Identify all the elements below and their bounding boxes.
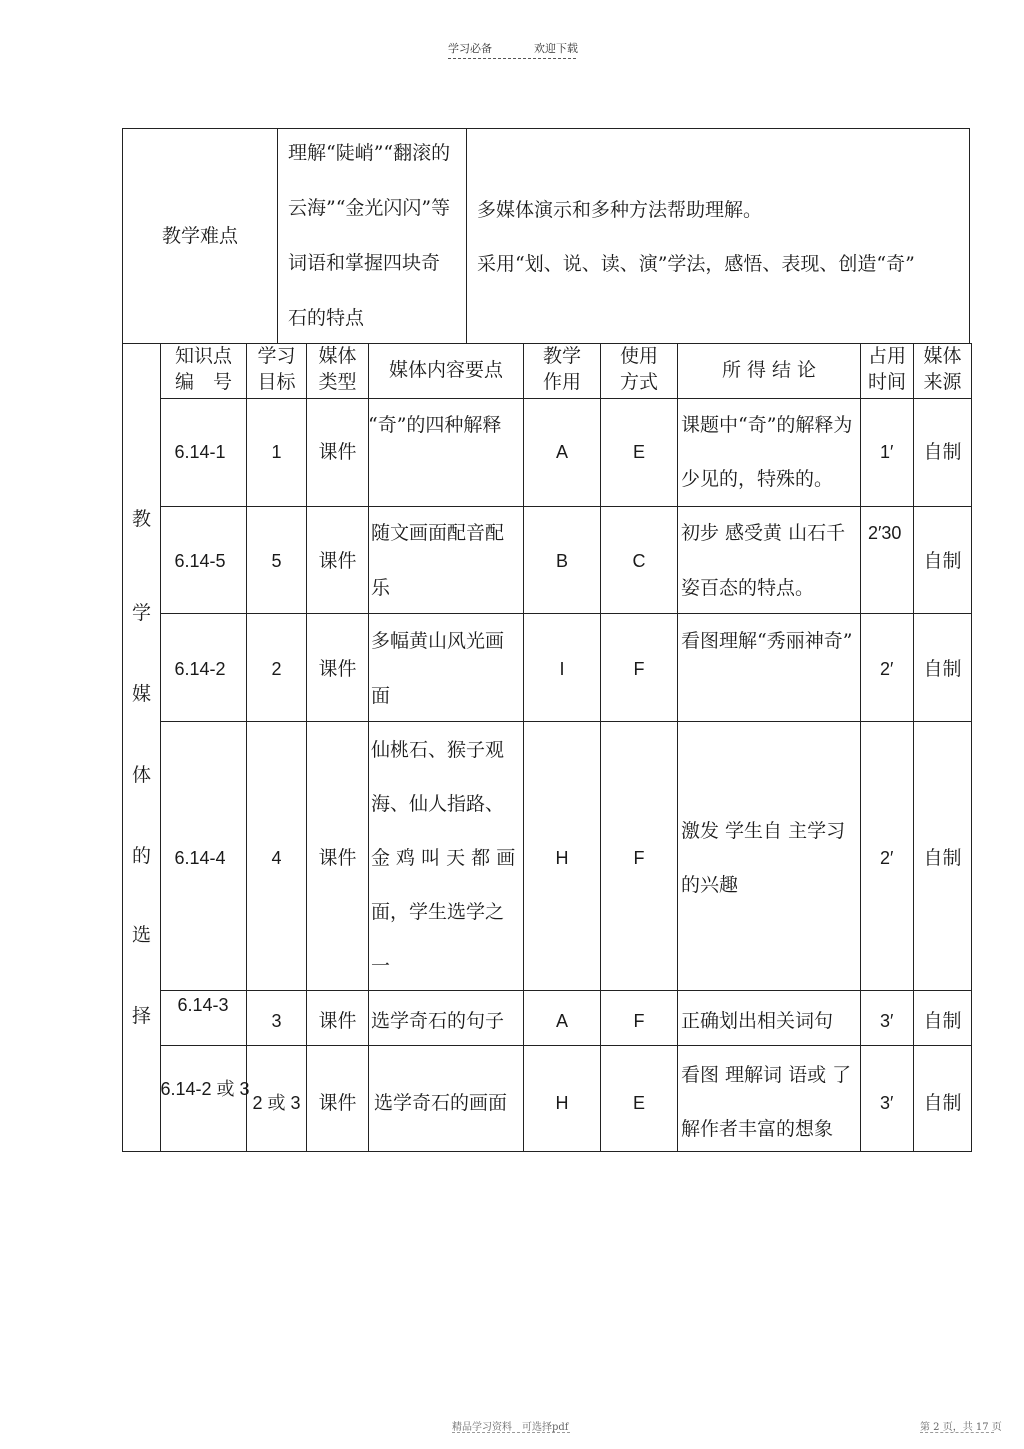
row-code: 6.14-2 <box>174 659 226 679</box>
row-source: 自制 <box>923 441 962 463</box>
row-content: 选学奇石的画面 <box>374 1092 508 1114</box>
row-content: 乐 <box>371 577 391 599</box>
row-usage: C <box>632 551 646 571</box>
header-usage-line: 使用 <box>619 345 658 367</box>
header-code-line: 知识点 <box>174 345 232 367</box>
header-source-line: 来源 <box>923 371 962 393</box>
divider <box>466 128 467 344</box>
row-source: 自制 <box>923 1010 962 1032</box>
row-usage: F <box>633 659 645 679</box>
row-content: 仙桃石、猴子观 <box>371 739 505 761</box>
difficulty-line: 石的特点 <box>288 307 365 329</box>
side-char: 媒 <box>131 683 151 705</box>
header-goal <box>247 343 306 395</box>
difficulty-line: 云海”“金光闪闪”等 <box>288 197 451 219</box>
method-line: 多媒体演示和多种方法帮助理解。 <box>477 199 763 221</box>
row-content: 海、仙人指路、 <box>371 793 505 815</box>
divider <box>677 343 678 1152</box>
footer-rule <box>452 1432 570 1433</box>
row-type: 课件 <box>318 1092 357 1114</box>
row-result: 正确划出相关词句 <box>681 1010 834 1032</box>
row-content: 随文画面配音配 <box>371 522 505 544</box>
row-type: 课件 <box>318 550 357 572</box>
row-role: B <box>555 551 568 571</box>
side-char: 教 <box>131 508 151 530</box>
row-time: 3′ <box>880 1011 894 1031</box>
header-usage-line: 方式 <box>619 371 658 393</box>
row-goal: 3 <box>271 1011 282 1031</box>
header-code <box>161 343 246 395</box>
row-result: 的兴趣 <box>681 874 739 896</box>
header-type-line: 媒体 <box>318 345 357 367</box>
row-time: 2′30 <box>868 523 902 543</box>
row-result: 激发 学生自 主学习 <box>681 820 846 842</box>
side-char: 的 <box>131 845 151 867</box>
row-content: “奇”的四种解释 <box>368 414 502 436</box>
row-role: I <box>559 659 565 679</box>
row-usage: E <box>632 442 645 462</box>
divider <box>160 721 971 722</box>
row-code: 6.14-5 <box>174 551 226 571</box>
row-content: 金 鸡 叫 天 都 画 <box>371 847 516 869</box>
difficulty-line: 词语和掌握四块奇 <box>288 252 441 274</box>
row-result: 看图理解“秀丽神奇” <box>681 630 853 652</box>
footer-rule <box>920 1432 994 1433</box>
row-content: 面 <box>371 685 391 707</box>
row-code: 6.14-4 <box>174 848 226 868</box>
row-role: A <box>555 1011 568 1031</box>
divider <box>160 613 971 614</box>
header-rule <box>448 58 576 59</box>
row-type: 课件 <box>318 1010 357 1032</box>
row-goal: 2 <box>271 659 282 679</box>
header-type <box>307 343 368 395</box>
header-role-line: 作用 <box>542 371 581 393</box>
header-role-line: 教学 <box>542 345 581 367</box>
row-usage: E <box>632 1093 645 1113</box>
row-time: 1′ <box>880 442 894 462</box>
header-goal-line: 学习 <box>257 345 296 367</box>
divider <box>860 343 861 1152</box>
row-source: 自制 <box>923 550 962 572</box>
header-right: 欢迎下载 <box>534 42 578 55</box>
side-char: 择 <box>131 1005 151 1027</box>
footer-page-number: 第 2 页，共 17 页 <box>920 1422 1002 1433</box>
row-result: 姿百态的特点。 <box>681 577 815 599</box>
row-result: 看图 理解词 语或 了 <box>681 1064 852 1086</box>
row-goal: 2 或 3 <box>252 1093 301 1113</box>
row-result: 课题中“奇”的解释为 <box>681 414 853 436</box>
header-time-line: 时间 <box>867 371 906 393</box>
header-content: 媒体内容要点 <box>388 359 503 381</box>
footer-left: 精品学习资料 可选择pdf <box>452 1422 569 1433</box>
row-role: H <box>555 848 569 868</box>
divider <box>277 128 278 344</box>
row-result: 解作者丰富的想象 <box>681 1118 834 1140</box>
header-source <box>914 343 971 395</box>
row-source: 自制 <box>923 847 962 869</box>
header-usage <box>601 343 677 395</box>
divider <box>160 506 971 507</box>
page-header <box>448 40 578 56</box>
row-goal: 1 <box>271 442 282 462</box>
side-char: 学 <box>131 602 151 624</box>
header-type-line: 类型 <box>318 371 357 393</box>
row-usage: F <box>633 1011 645 1031</box>
divider <box>160 1045 971 1046</box>
row-code: 6.14-3 <box>177 995 229 1015</box>
row-usage: F <box>633 848 645 868</box>
row-content: 选学奇石的句子 <box>371 1010 505 1032</box>
header-source-line: 媒体 <box>923 345 962 367</box>
difficulty-line: 理解“陡峭”“翻滚的 <box>288 142 451 164</box>
row-result: 初步 感受黄 山石千 <box>681 522 846 544</box>
row-source: 自制 <box>923 658 962 680</box>
divider <box>160 990 971 991</box>
header-role <box>524 343 600 395</box>
difficulty-label: 教学难点 <box>161 224 238 247</box>
row-time: 3′ <box>880 1093 894 1113</box>
header-goal-line: 目标 <box>257 371 296 393</box>
row-type: 课件 <box>318 441 357 463</box>
row-role: H <box>555 1093 569 1113</box>
row-content: 面，学生选学之 <box>371 901 505 923</box>
header-code-line: 编 号 <box>174 371 232 393</box>
header-result: 所 得 结 论 <box>721 359 817 381</box>
row-code: 6.14-1 <box>174 442 226 462</box>
row-content: 一 <box>371 955 391 977</box>
row-goal: 4 <box>271 848 282 868</box>
row-content: 多幅黄山风光画 <box>371 630 505 652</box>
row-goal: 5 <box>271 551 282 571</box>
row-type: 课件 <box>318 658 357 680</box>
side-char: 体 <box>131 764 151 786</box>
method-line: 采用“划、说、读、演”学法，感悟、表现、创造“奇” <box>477 253 915 275</box>
row-time: 2′ <box>880 659 894 679</box>
row-time: 2′ <box>880 848 894 868</box>
row-code: 6.14-2 或 3 <box>160 1079 250 1099</box>
header-time-line: 占用 <box>867 345 906 367</box>
divider <box>160 398 971 399</box>
header-time <box>861 343 913 395</box>
side-char: 选 <box>131 924 151 946</box>
row-source: 自制 <box>923 1092 962 1114</box>
row-type: 课件 <box>318 847 357 869</box>
header-left: 学习必备 <box>448 42 492 55</box>
row-result: 少见的，特殊的。 <box>681 468 834 490</box>
row-role: A <box>555 442 568 462</box>
divider <box>368 343 369 1152</box>
